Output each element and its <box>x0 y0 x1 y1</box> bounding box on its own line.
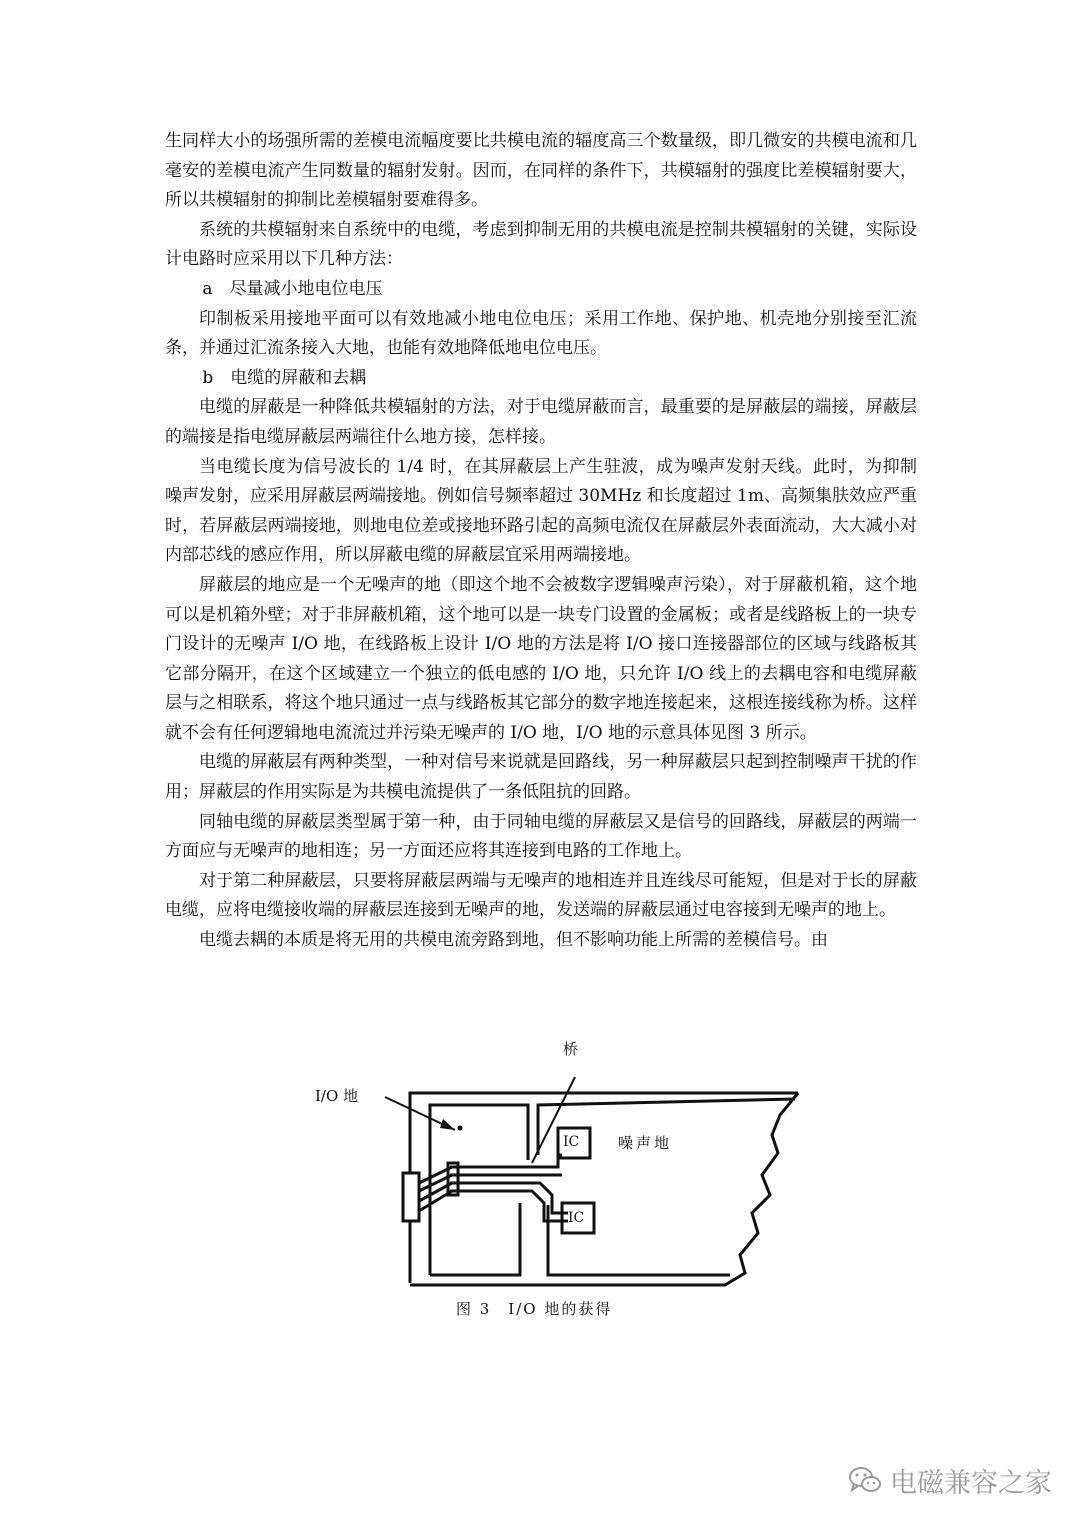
paragraph: 屏蔽层的地应是一个无噪声的地（即这个地不会被数字逻辑噪声污染），对于屏蔽机箱，这个地可以是机箱外壁；对于非屏蔽机箱，这个地可以是一块专门设置的金属板；或者是线路板上的一块专门设计的无噪声 I/O 地，在线路板上设计 I/O 地的方法是将 I/O 接口连接器部位的区域与线路板其它部分隔开，在这个区域建立一个独立的低电感的 I/O 地，只允许 I/O 线上的去耦电容和电缆屏蔽层与之相联系，将这个地只通过一点与线路板其它部分的数字地连接起来，这根连接线称为桥。这样就不会有任何逻辑地电流流过并污染无噪声的 I/O 地，I/O 地的示意具体见图 3 所示。 <box>165 574 917 743</box>
trace-4 <box>450 1191 568 1221</box>
paragraph: 同轴电缆的屏蔽层类型属于第一种，由于同轴电缆的屏蔽层又是信号的回路线，屏蔽层的两端一方面应与无噪声的地相连；另一方面还应将其连接到电路的工作地上。 <box>165 811 917 862</box>
ic-label-1: IC <box>563 1134 580 1150</box>
paragraph: 印制板采用接地平面可以有效地减小地电位电压；采用工作地、保护地、机壳地分别接至汇流条，并通过汇流条接入大地，也能有效地降低地电位电压。 <box>165 308 917 359</box>
ic-label-2: IC <box>568 1210 585 1226</box>
paragraph: 生同样大小的场强所需的差模电流幅度要比共模电流的辐度高三个数量级，即几微安的共模电流和几毫安的差模电流产生同数量的辐射发射。因而，在同样的条件下，共模辐射的强度比差模辐射要大，所以共模辐射的抑制比差模辐射要难得多。 <box>165 131 917 211</box>
watermark <box>848 1460 1052 1500</box>
io-ground-diagram <box>300 1035 820 1335</box>
trace-3 <box>450 1183 568 1213</box>
paragraph: 电缆的屏蔽层有两种类型，一种对信号来说就是回路线，另一种屏蔽层只起到控制噪声干扰的作用；屏蔽层的作用实际是为共模电流提供了一条低阻抗的回路。 <box>165 752 917 803</box>
paragraph: 当电缆长度为信号波长的 1/4 时，在其屏蔽层上产生驻波，成为噪声发射天线。此时，为抑制噪声发射，应采用屏蔽层两端接地。例如信号频率超过 30MHz 和长度超过 1m、高频集肤效应严重时，若屏蔽层两端接地，则地电位差或接地环路引起的高频电流仅在屏蔽层外表面流动，大大减小对内部芯线的感应作用，所以屏蔽电缆的屏蔽层宜采用两端接地。 <box>165 456 917 566</box>
body-text <box>165 127 917 956</box>
io-ground-label: I/O 地 <box>315 1087 359 1105</box>
section-heading: b 电缆的屏蔽和去耦 <box>202 367 367 388</box>
noise-ground-label: 噪声地 <box>618 1134 673 1152</box>
paragraph: 电缆去耦的本质是将无用的共模电流旁路到地，但不影响功能上所需的差模信号。由 <box>199 930 828 951</box>
board-torn-edge <box>410 1093 798 1285</box>
watermark-text: 电磁兼容之家 <box>890 1467 1052 1499</box>
paragraph: 电缆的屏蔽是一种降低共模辐射的方法，对于电缆屏蔽而言，最重要的是屏蔽层的端接，屏蔽层的端接是指电缆屏蔽层两端往什么地方接，怎样接。 <box>165 397 917 447</box>
trace-1 <box>450 1155 562 1167</box>
paragraph: 对于第二种屏蔽层，只要将屏蔽层两端与无噪声的地相连并且连线尽可能短，但是对于长的屏蔽电缆，应将电缆接收端的屏蔽层连接到无噪声的地，发送端的屏蔽层通过电容接到无噪声的地上。 <box>165 870 917 921</box>
wechat-icon <box>848 1465 882 1495</box>
figure-io-ground <box>300 1035 820 1335</box>
paragraph: 系统的共模辐射来自系统中的电缆，考虑到抑制无用的共模电流是控制共模辐射的关键，实际设计电路时应采用以下几种方法： <box>165 219 917 270</box>
figure-caption: 图 3 I/O 地的获得 <box>456 1300 613 1318</box>
bridge-label: 桥 <box>563 1040 579 1058</box>
section-heading: a 尽量减小地电位电压 <box>202 278 383 299</box>
io-connector <box>403 1173 419 1221</box>
